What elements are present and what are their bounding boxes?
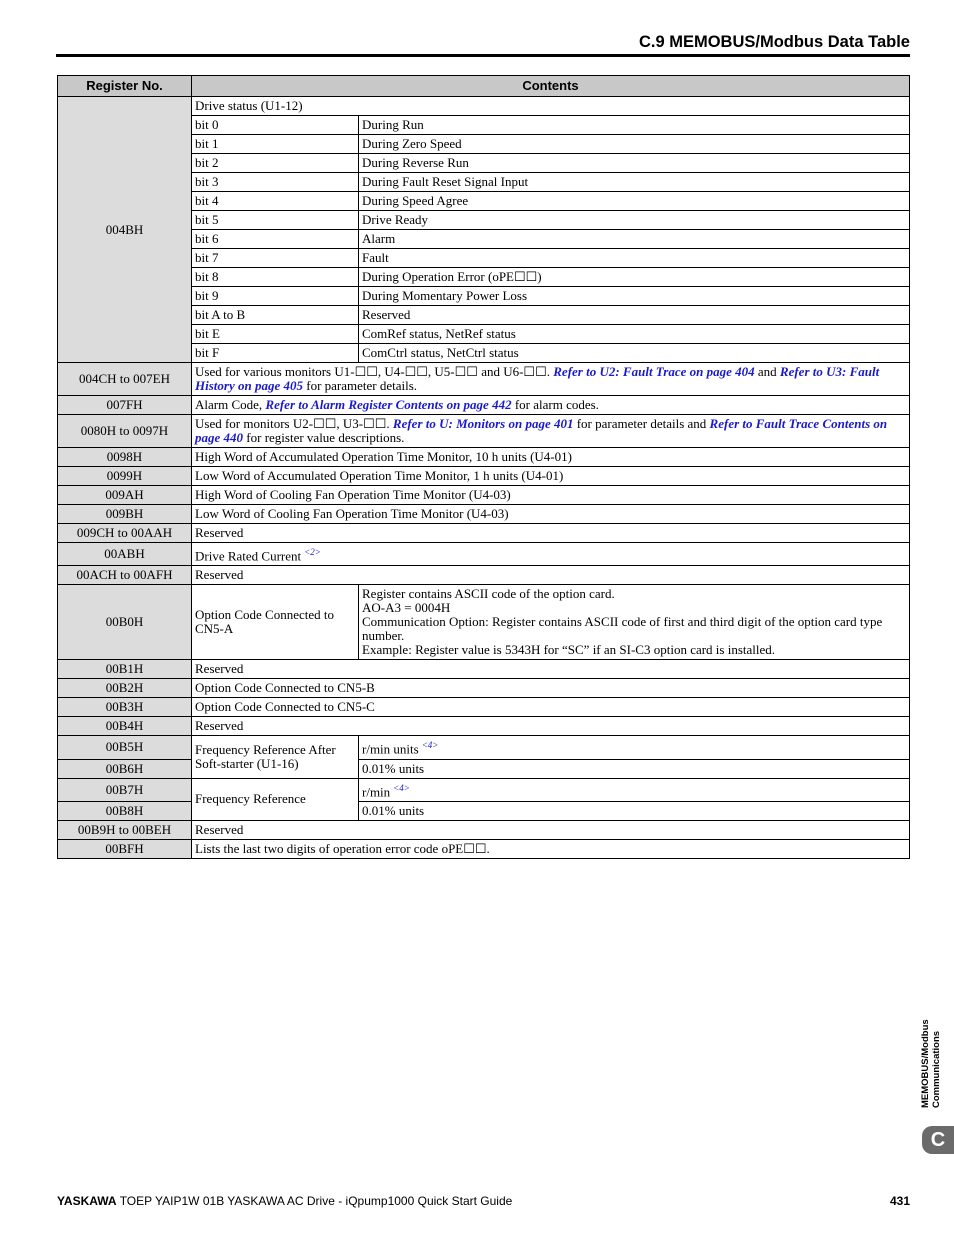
col-register-header: Register No. — [58, 76, 192, 97]
table-row — [58, 97, 910, 116]
table-row — [58, 736, 910, 759]
side-section-label — [920, 1019, 942, 1108]
contents-cell: Option Code Connected to CN5-B — [192, 679, 910, 698]
table-row — [58, 778, 910, 801]
bit-cell: bit E — [192, 325, 359, 344]
table-row — [58, 415, 910, 448]
register-cell: 00B9H to 00BEH — [58, 820, 192, 839]
footer-doc-title: TOEP YAIP1W 01B YASKAWA AC Drive - iQpump1000 Quick Start Guide — [116, 1194, 513, 1208]
contents-text: for register value descriptions. — [243, 430, 405, 445]
unit-cell — [359, 736, 910, 759]
bit-desc-cell: Drive Ready — [359, 211, 910, 230]
register-cell: 00ACH to 00AFH — [58, 566, 192, 585]
contents-cell: Reserved — [192, 524, 910, 543]
contents-text: and — [754, 364, 780, 379]
contents-cell — [192, 363, 910, 396]
register-cell: 00ABH — [58, 543, 192, 566]
contents-cell: High Word of Accumulated Operation Time Monitor, 10 h units (U4-01) — [192, 448, 910, 467]
register-cell: 00B6H — [58, 759, 192, 778]
register-cell: 0099H — [58, 467, 192, 486]
table-row — [58, 448, 910, 467]
unit-cell: 0.01% units — [359, 759, 910, 778]
footer-brand: YASKAWA — [57, 1194, 117, 1208]
contents-cell: High Word of Cooling Fan Operation Time Monitor (U4-03) — [192, 486, 910, 505]
table-row — [58, 524, 910, 543]
register-cell: 009BH — [58, 505, 192, 524]
contents-cell: Reserved — [192, 660, 910, 679]
bit-cell: bit 9 — [192, 287, 359, 306]
unit-text: r/min — [362, 783, 391, 799]
register-cell: 00B2H — [58, 679, 192, 698]
page-number: 431 — [889, 1194, 910, 1208]
register-cell: 00B3H — [58, 698, 192, 717]
option-label-cell: Option Code Connected to CN5-A — [192, 585, 359, 660]
register-cell: 009AH — [58, 486, 192, 505]
contents-text: Used for monitors U2-☐☐, U3-☐☐. — [195, 416, 393, 431]
desc-line: Register contains ASCII code of the option card. — [362, 586, 615, 602]
contents-text: Used for various monitors U1-☐☐, U4-☐☐, U5-☐☐ and U6-☐☐. — [195, 364, 554, 379]
bit-desc-cell: During Operation Error (oPE☐☐) — [359, 268, 910, 287]
bit-cell: bit 1 — [192, 135, 359, 154]
bit-desc-cell: Reserved — [359, 306, 910, 325]
bit-desc-cell: During Zero Speed — [359, 135, 910, 154]
bit-desc-cell: ComRef status, NetRef status — [359, 325, 910, 344]
bit-cell: bit 7 — [192, 249, 359, 268]
contents-cell: Lists the last two digits of operation error code oPE☐☐. — [192, 839, 910, 858]
bit-cell: bit 0 — [192, 116, 359, 135]
table-row — [58, 698, 910, 717]
table-header-row — [58, 76, 910, 97]
bit-cell: bit F — [192, 344, 359, 363]
footnote-link[interactable]: <2> — [304, 547, 321, 557]
contents-cell: Reserved — [192, 717, 910, 736]
table-row — [58, 467, 910, 486]
table-row — [58, 820, 910, 839]
desc-line: Example: Register value is 5343H for “SC” if an SI-C3 option card is installed. — [362, 642, 776, 658]
unit-cell: 0.01% units — [359, 801, 910, 820]
contents-text: for parameter details. — [302, 378, 418, 393]
freq-label-cell: Frequency Reference After Soft-starter (U1-16) — [192, 736, 359, 778]
contents-cell — [192, 415, 910, 448]
contents-cell: Low Word of Accumulated Operation Time Monitor, 1 h units (U4-01) — [192, 467, 910, 486]
bit-desc-cell: Alarm — [359, 230, 910, 249]
bit-desc-cell: ComCtrl status, NetCtrl status — [359, 344, 910, 363]
register-cell: 0080H to 0097H — [58, 415, 192, 448]
register-cell: 00B1H — [58, 660, 192, 679]
contents-text: for parameter details and — [573, 416, 710, 431]
register-cell: 00B7H — [58, 778, 192, 801]
footnote-link[interactable]: <4> — [393, 782, 410, 793]
contents-cell: Option Code Connected to CN5-C — [192, 698, 910, 717]
bit-cell: bit 4 — [192, 192, 359, 211]
table-row — [58, 363, 910, 396]
header-divider — [56, 54, 910, 57]
contents-text: for alarm codes. — [511, 397, 599, 412]
footnote-link[interactable]: <4> — [421, 740, 439, 751]
cross-reference-link[interactable]: Refer to U: Monitors on page 401 — [392, 416, 574, 431]
register-cell: 00BFH — [58, 839, 192, 858]
table-row — [58, 543, 910, 566]
register-cell: 004CH to 007EH — [58, 363, 192, 396]
unit-text: r/min units — [362, 741, 419, 757]
bit-desc-cell: During Reverse Run — [359, 154, 910, 173]
bit-cell: bit 3 — [192, 173, 359, 192]
register-cell: 009CH to 00AAH — [58, 524, 192, 543]
table-row — [58, 660, 910, 679]
col-contents-header: Contents — [192, 76, 910, 97]
table-row — [58, 486, 910, 505]
appendix-tab: C — [922, 1126, 954, 1154]
table-row — [58, 505, 910, 524]
bit-desc-cell: During Run — [359, 116, 910, 135]
register-cell: 00B4H — [58, 717, 192, 736]
bit-cell: bit A to B — [192, 306, 359, 325]
table-row — [58, 396, 910, 415]
table-row — [58, 566, 910, 585]
table-row — [58, 759, 910, 778]
contents-cell: Drive status (U1-12) — [192, 97, 910, 116]
footer-doc-info — [57, 1194, 512, 1208]
side-label-line: MEMOBUS/Modbus — [920, 1019, 931, 1108]
register-cell: 00B8H — [58, 801, 192, 820]
cross-reference-link[interactable]: Refer to Fault Trace Contents on page 440 — [195, 416, 888, 445]
bit-desc-cell: During Speed Agree — [359, 192, 910, 211]
contents-cell: Low Word of Cooling Fan Operation Time Monitor (U4-03) — [192, 505, 910, 524]
desc-line: Communication Option: Register contains ASCII code of first and third digit of the option card type number. — [362, 614, 883, 644]
table-row — [58, 717, 910, 736]
desc-line: AO-A3 = 0004H — [362, 600, 451, 616]
register-cell: 004BH — [58, 97, 192, 363]
cross-reference-link[interactable]: Refer to U3: Fault History on page 405 — [195, 364, 880, 393]
bit-cell: bit 2 — [192, 154, 359, 173]
register-cell: 007FH — [58, 396, 192, 415]
contents-cell: Reserved — [192, 566, 910, 585]
contents-cell: Reserved — [192, 820, 910, 839]
contents-cell — [192, 543, 910, 566]
bit-desc-cell: During Fault Reset Signal Input — [359, 173, 910, 192]
unit-cell — [359, 778, 910, 801]
table-row — [58, 839, 910, 858]
side-label-line: Communications — [931, 1030, 942, 1108]
freq-label-cell: Frequency Reference — [192, 778, 359, 820]
table-row — [58, 679, 910, 698]
bit-desc-cell: During Momentary Power Loss — [359, 287, 910, 306]
register-cell: 00B0H — [58, 585, 192, 660]
section-title: C.9 MEMOBUS/Modbus Data Table — [638, 33, 910, 51]
contents-text: Alarm Code, — [195, 397, 266, 412]
bit-cell: bit 5 — [192, 211, 359, 230]
cross-reference-link[interactable]: Refer to U2: Fault Trace on page 404 — [553, 364, 755, 379]
table-row — [58, 801, 910, 820]
table-row — [58, 585, 910, 660]
option-desc-cell — [359, 585, 910, 660]
register-cell: 0098H — [58, 448, 192, 467]
cross-reference-link[interactable]: Refer to Alarm Register Contents on page 442 — [265, 397, 512, 412]
memobus-data-table — [57, 75, 910, 859]
bit-desc-cell: Fault — [359, 249, 910, 268]
register-cell: 00B5H — [58, 736, 192, 759]
contents-cell — [192, 396, 910, 415]
bit-cell: bit 8 — [192, 268, 359, 287]
contents-text: Drive Rated Current — [195, 548, 302, 564]
bit-cell: bit 6 — [192, 230, 359, 249]
